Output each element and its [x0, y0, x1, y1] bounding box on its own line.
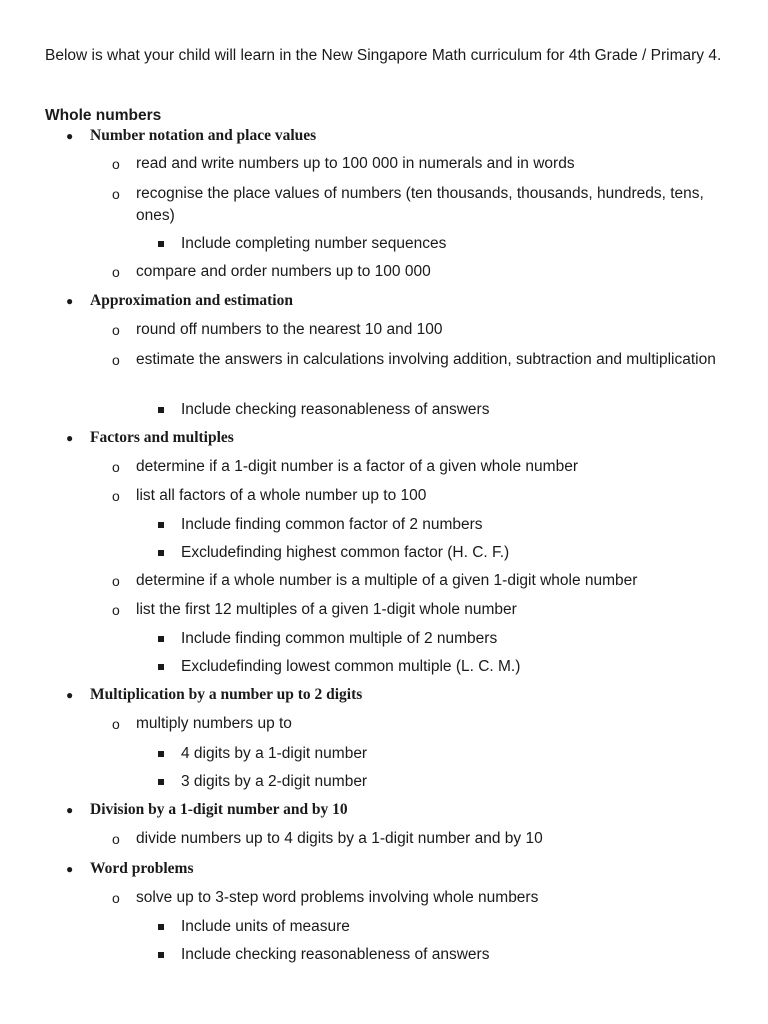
- sub-list-item: [156, 743, 367, 765]
- sub-list-item-text: Include units of measure: [181, 918, 350, 935]
- list-item: [110, 887, 730, 909]
- sub-list-item: [156, 542, 509, 564]
- bullet-circle-icon: o: [112, 602, 120, 618]
- bullet-dot-icon: ●: [66, 803, 74, 817]
- topic-label: Division by a 1-digit number and by 10: [90, 801, 348, 818]
- sub-list-item-text: Include finding common multiple of 2 numbers: [181, 630, 498, 647]
- sub-list-item-text: 4 digits by a 1-digit number: [181, 745, 368, 762]
- intro-paragraph: Below is what your child will learn in the New Singapore Math curriculum for 4th Grade / Primary 4.: [45, 47, 722, 64]
- topic-label: Approximation and estimation: [90, 292, 293, 309]
- bullet-square-icon: [158, 407, 164, 413]
- bullet-square-icon: [158, 664, 164, 670]
- sub-list-item-text: Excludefinding highest common factor (H. C. F.): [181, 544, 510, 561]
- sub-list-item: [156, 233, 446, 255]
- list-item: [110, 183, 730, 227]
- sub-list-item-text: Include finding common factor of 2 numbers: [181, 516, 483, 533]
- topic-label: Multiplication by a number up to 2 digits: [90, 686, 363, 703]
- sub-list-item: [156, 656, 520, 678]
- bullet-square-icon: [158, 779, 164, 785]
- sub-list-item: [156, 514, 483, 536]
- bullet-square-icon: [158, 952, 164, 958]
- bullet-circle-icon: o: [112, 488, 120, 504]
- bullet-circle-icon: o: [112, 156, 120, 172]
- sub-list-item-text: Include checking reasonableness of answers: [181, 946, 490, 963]
- list-item: [110, 349, 730, 371]
- bullet-circle-icon: o: [112, 322, 120, 338]
- bullet-circle-icon: o: [112, 352, 120, 368]
- bullet-circle-icon: o: [112, 459, 120, 475]
- list-item: [110, 599, 730, 621]
- bullet-dot-icon: ●: [66, 129, 74, 143]
- sub-list-item: [156, 399, 489, 421]
- list-item-text: recognise the place values of numbers (ten thousands, thousands, hundreds, tens, ones): [136, 185, 704, 224]
- list-item-text: multiply numbers up to: [136, 715, 292, 732]
- bullet-circle-icon: o: [112, 186, 120, 202]
- list-item: [110, 153, 730, 175]
- bullet-square-icon: [158, 924, 164, 930]
- list-item: [110, 261, 730, 283]
- sub-list-item: [156, 916, 350, 938]
- bullet-dot-icon: ●: [66, 862, 74, 876]
- sub-list-item-text: Include checking reasonableness of answers: [181, 401, 490, 418]
- bullet-dot-icon: ●: [66, 688, 74, 702]
- bullet-dot-icon: ●: [66, 294, 74, 308]
- bullet-circle-icon: o: [112, 831, 120, 847]
- list-item-text: determine if a whole number is a multiple of a given 1-digit whole number: [136, 572, 638, 589]
- bullet-circle-icon: o: [112, 573, 120, 589]
- bullet-circle-icon: o: [112, 264, 120, 280]
- bullet-square-icon: [158, 636, 164, 642]
- sub-list-item-text: Excludefinding lowest common multiple (L. C. M.): [181, 658, 521, 675]
- topic-label: Word problems: [90, 860, 194, 877]
- bullet-square-icon: [158, 550, 164, 556]
- sub-list-item: [156, 771, 367, 793]
- list-item: [110, 319, 730, 341]
- bullet-square-icon: [158, 241, 164, 247]
- bullet-circle-icon: o: [112, 716, 120, 732]
- list-item-text: determine if a 1-digit number is a factor of a given whole number: [136, 458, 578, 475]
- sub-list-item: [156, 944, 489, 966]
- list-item-text: divide numbers up to 4 digits by a 1-digit number and by 10: [136, 830, 543, 847]
- list-item: [110, 456, 730, 478]
- bullet-circle-icon: o: [112, 890, 120, 906]
- list-item-text: list all factors of a whole number up to 100: [136, 487, 427, 504]
- list-item: [110, 713, 730, 735]
- list-item: [110, 485, 730, 507]
- list-item-text: list the first 12 multiples of a given 1-digit whole number: [136, 601, 517, 618]
- section-heading: Whole numbers: [45, 107, 162, 124]
- list-item-text: round off numbers to the nearest 10 and 100: [136, 321, 443, 338]
- sub-list-item-text: Include completing number sequences: [181, 235, 447, 252]
- list-item: [110, 570, 730, 592]
- bullet-square-icon: [158, 522, 164, 528]
- topic-label: Factors and multiples: [90, 429, 234, 446]
- list-item-text: estimate the answers in calculations involving addition, subtraction and multiplication: [136, 351, 716, 368]
- list-item-text: solve up to 3-step word problems involving whole numbers: [136, 889, 539, 906]
- bullet-dot-icon: ●: [66, 431, 74, 445]
- bullet-square-icon: [158, 751, 164, 757]
- sub-list-item-text: 3 digits by a 2-digit number: [181, 773, 368, 790]
- list-item-text: compare and order numbers up to 100 000: [136, 263, 431, 280]
- sub-list-item: [156, 628, 497, 650]
- list-item: [110, 828, 730, 850]
- list-item-text: read and write numbers up to 100 000 in numerals and in words: [136, 155, 575, 172]
- topic-label: Number notation and place values: [90, 127, 317, 144]
